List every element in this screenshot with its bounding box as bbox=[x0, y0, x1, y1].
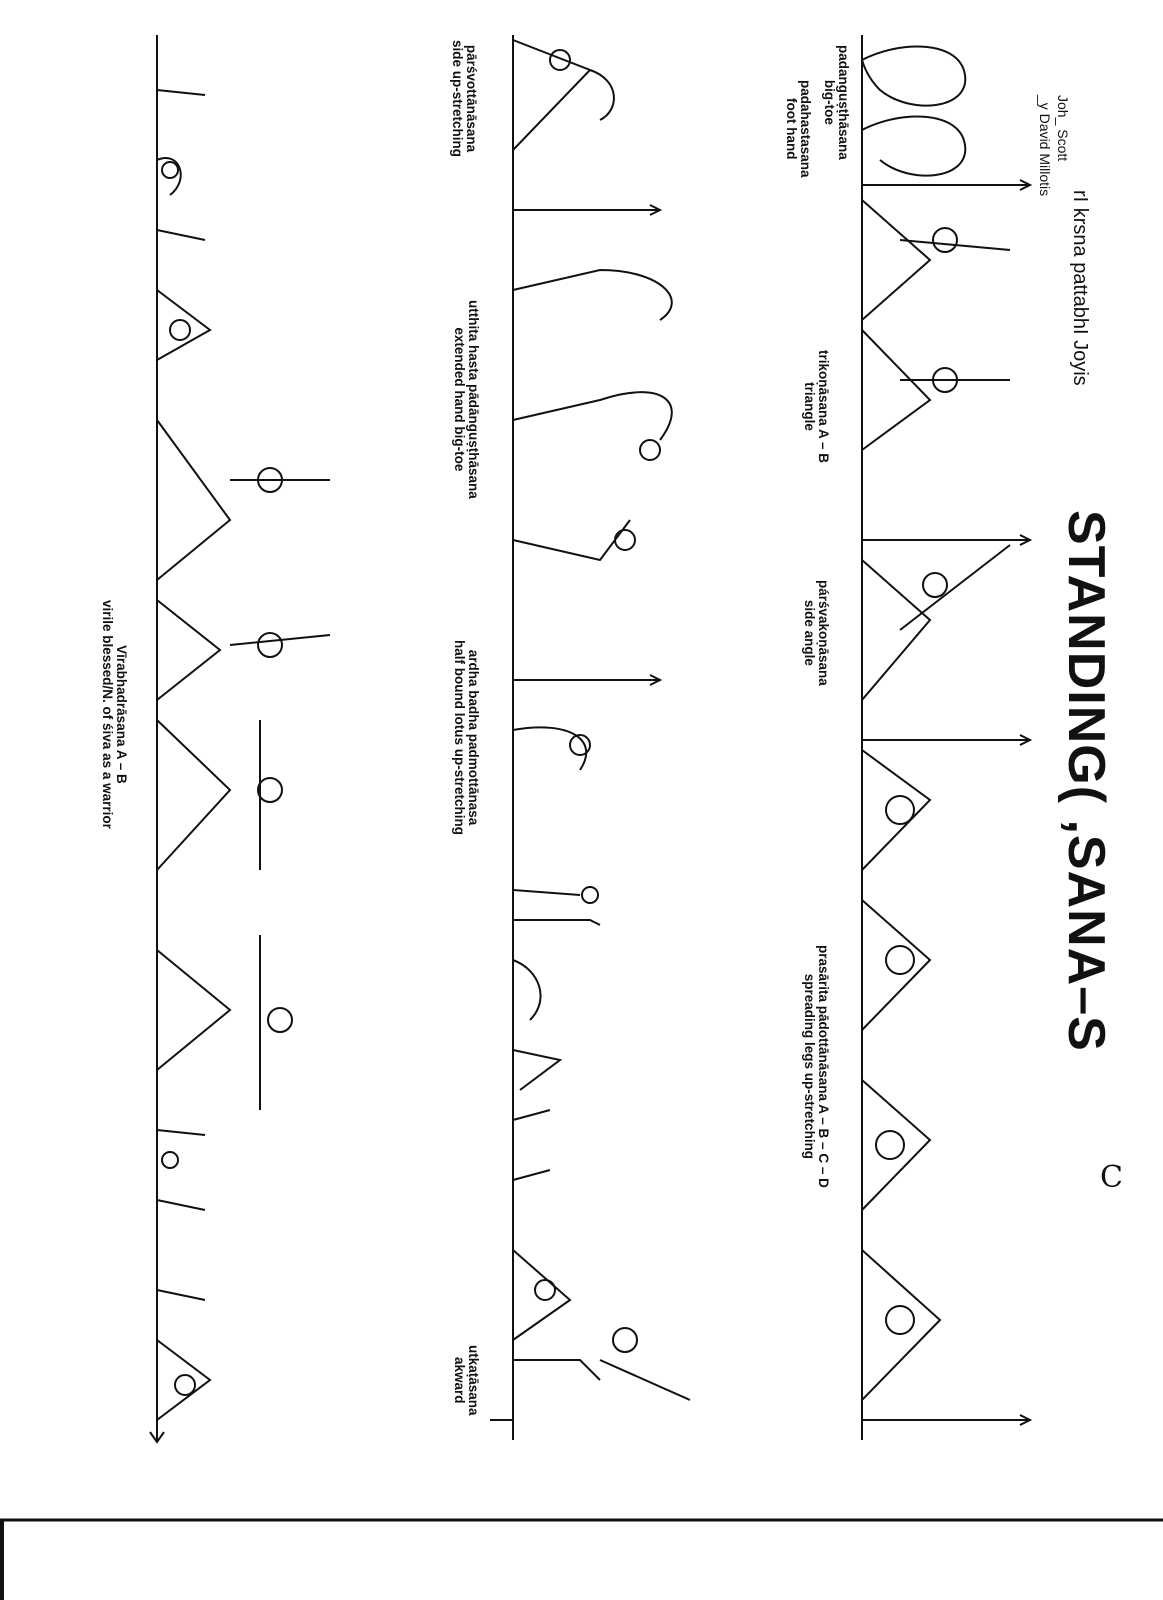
page-title: STANDING( ,SANA–S bbox=[1057, 510, 1115, 1052]
pose-name: padanguṣṭhāsana bbox=[836, 45, 851, 160]
pose-subtitle: side angle bbox=[801, 599, 817, 666]
pose-label-utkatasana bbox=[452, 1345, 480, 1416]
pose-label-parsvakonasana bbox=[802, 580, 830, 686]
row2-figures bbox=[513, 40, 690, 1400]
pose-subtitle: virile blessed/N. of śiva as a warrior bbox=[99, 600, 115, 829]
pose-subtitle: foot hand bbox=[783, 98, 799, 160]
pose-label-ardha-badha bbox=[452, 640, 480, 835]
pose-subtitle: triangle bbox=[801, 382, 817, 431]
pose-label-prasarita bbox=[802, 945, 830, 1188]
pose-name: pārśvottānāsana bbox=[464, 44, 479, 153]
handwritten-annotation: C bbox=[1100, 1160, 1123, 1195]
pose-label-parsvottanasana bbox=[450, 40, 478, 157]
credit-line-3: _y David Millotis bbox=[1037, 95, 1053, 197]
pose-label-trikonasana bbox=[802, 350, 830, 463]
row1-figures bbox=[862, 46, 1010, 1400]
pose-subtitle: akward bbox=[451, 1357, 467, 1404]
pose-name: utkaṭāsana bbox=[466, 1345, 481, 1416]
pose-name: Vīrabhadrāsana A – B bbox=[114, 645, 129, 784]
pose-subtitle: side up-stretching bbox=[449, 40, 465, 158]
pose-subtitle: half bound lotus up-stretching bbox=[451, 640, 467, 835]
pose-label-padahastasana bbox=[784, 80, 812, 178]
pose-subtitle: big-toe bbox=[821, 79, 837, 125]
pose-label-utthita-hasta bbox=[452, 300, 480, 499]
pose-label-virabhadrasana bbox=[100, 600, 128, 829]
row2-arrows bbox=[490, 205, 660, 1420]
pose-name: ardha badha padmottānasa bbox=[466, 649, 481, 826]
pose-name: prasārita pādottānāsana A – B – C – D bbox=[816, 945, 831, 1188]
pose-name: padahastasana bbox=[798, 80, 813, 178]
pose-name: trikoṇāsana A – B bbox=[816, 350, 831, 464]
pose-subtitle: extended hand big-toe bbox=[451, 327, 467, 472]
row3-figures bbox=[157, 90, 330, 1420]
pose-subtitle: spreading legs up-stretching bbox=[801, 973, 817, 1160]
pose-name: párśvakoṇāsana bbox=[816, 580, 831, 686]
pose-label-padangusthasana bbox=[822, 45, 850, 160]
pose-name: utthita hasta pādānguṣṭhāsana bbox=[466, 300, 481, 499]
credit-line-2: Joh_ Scott bbox=[1055, 95, 1071, 162]
credit-author: rI krsna pattabhI Joyis bbox=[1069, 190, 1091, 386]
